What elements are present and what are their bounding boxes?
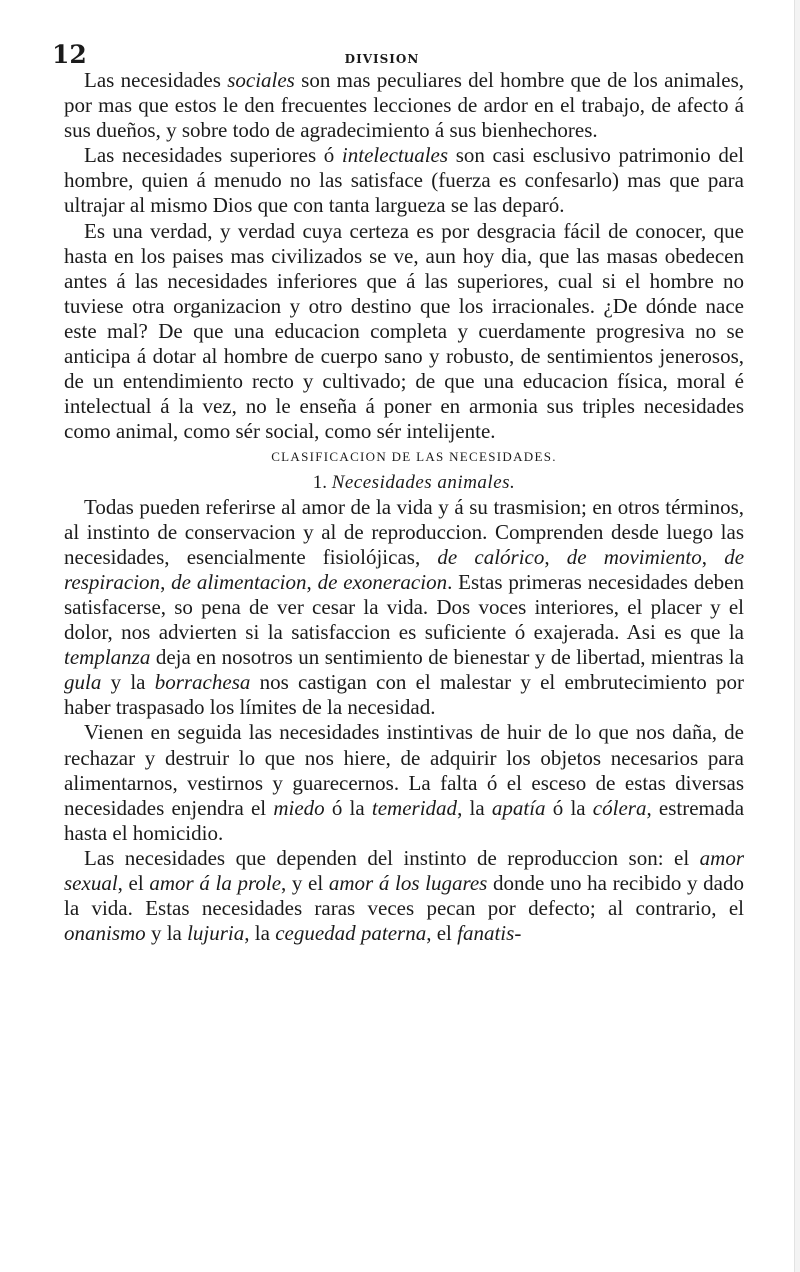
page-edge	[794, 0, 800, 1272]
paragraph-animal-needs: Todas pueden referirse al amor de la vida y á su trasmision; en otros términos, al instinto de conservacion y al de reproduccion. Comprenden desde luego las necesidades, esencialmente fisiolójicas, de calórico, de movimiento, de respiracion, de alimentacion, de exoneracion. Estas primeras necesidades deben satisfacerse, so pena de ver cesar la vida. Dos voces interiores, el placer y el dolor, nos advierten si la satisfaccion es suficiente ó exajerada. Asi es que la templanza deja en nosotros un sentimiento de bienestar y de libertad, mientras la gula y la borrachesa nos castigan con el malestar y el embrutecimiento por haber traspasado los límites de la necesidad.	[64, 494, 745, 720]
body-text	[64, 68, 744, 946]
subsection-title: 1. Necesidades animales.	[312, 471, 516, 493]
paragraph-intellectual-needs: Las necesidades superiores ó intelectuales son casi esclusivo patrimonio del hombre, quien á menudo no las satisface (fuerza es confesarlo) mas que para ultrajar al mismo Dios que con tanta largueza se las deparó.	[64, 143, 744, 218]
paragraph-social-needs: Las necesidades sociales son mas peculiares del hombre que de los animales, por mas que estos le den frecuentes lecciones de ardor en el trabajo, de afecto á sus dueños, y sobre todo de agradecimiento á sus bienhechores.	[64, 68, 744, 143]
section-title: CLASIFICACION DE LAS NECESIDADES.	[271, 449, 557, 465]
paragraph-reproduction-needs: Las necesidades que dependen del instinto de reproduccion son: el amor sexual, el amor á la prole, y el amor á los lugares donde uno ha recibido y dado la vida. Estas necesidades raras veces pecan por defecto; al contrario, el onanismo y la lujuria, la ceguedad paterna, el fanatis-	[64, 845, 744, 946]
paragraph-education: Es una verdad, y verdad cuya certeza es por desgracia fácil de conocer, que hasta en los paises mas civilizados se ve, aun hoy dia, que las masas obedecen antes á las necesidades inferiores que á las superiores, cual si el hombre no tuviese otra organizacion y otro destino que los irracionales. ¿De dónde nace este mal? De que una educacion completa y cuerdamente progresiva no se anticipa á dotar al hombre de cuerpo sano y robusto, de sentimientos jenerosos, de un entendimiento recto y cultivado; de que una educacion física, moral é intelectual á la vez, no le enseña á poner en armonia sus triples necesidades como animal, como sér social, como sér intelijente.	[64, 218, 744, 444]
page-number: 12	[52, 40, 87, 69]
paragraph-instinctive-needs: Vienen en seguida las necesidades instintivas de huir de lo que nos daña, de rechazar y destruir lo que nos hiere, de adquirir los objetos necesarios para alimentarnos, vestirnos y guarecernos. La falta ó el esceso de estas diversas necesidades enjendra el miedo ó la temeridad, la apatía ó la cólera, estremada hasta el homicidio.	[64, 720, 745, 845]
running-head: DIVISION	[344, 52, 420, 66]
